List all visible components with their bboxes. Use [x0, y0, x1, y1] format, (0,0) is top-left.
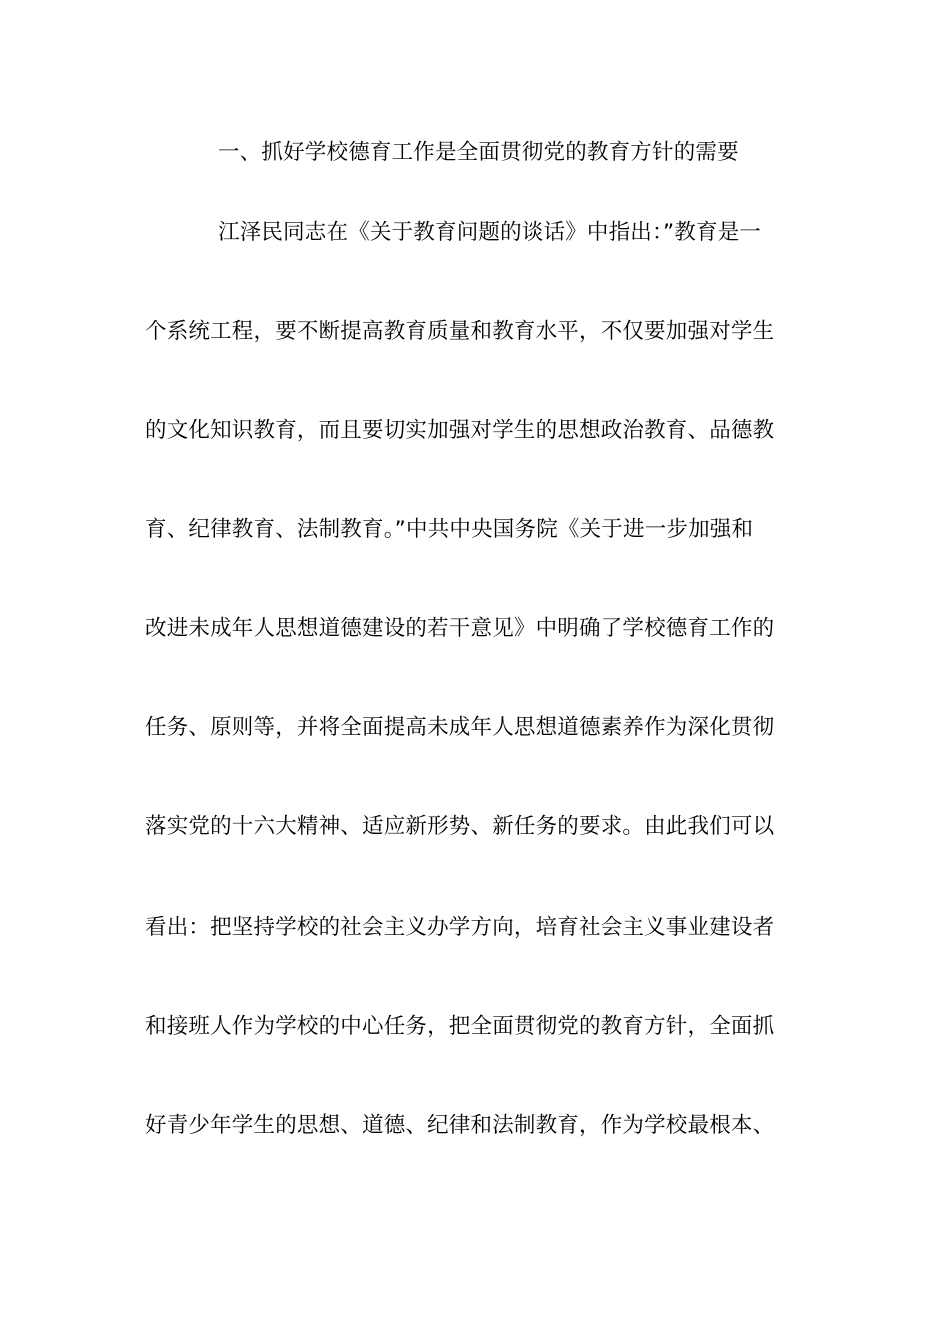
paragraph-line: 任务、原则等，并将全面提高未成年人思想道德素养作为深化贯彻: [145, 715, 775, 740]
paragraph-line: 看出：把坚持学校的社会主义办学方向，培育社会主义事业建设者: [145, 915, 775, 940]
paragraph-line: 落实党的十六大精神、适应新形势、新任务的要求。由此我们可以: [145, 814, 775, 839]
section-heading: 一、抓好学校德育工作是全面贯彻党的教育方针的需要: [218, 140, 739, 165]
paragraph-line: 好青少年学生的思想、道德、纪律和法制教育，作为学校最根本、: [145, 1113, 775, 1138]
paragraph-line: 江泽民同志在《关于教育问题的谈话》中指出：”教育是一: [218, 220, 762, 245]
paragraph-line: 和接班人作为学校的中心任务，把全面贯彻党的教育方针，全面抓: [145, 1014, 775, 1039]
paragraph-line: 改进未成年人思想道德建设的若干意见》中明确了学校德育工作的: [145, 616, 775, 641]
paragraph-line: 育、纪律教育、法制教育。”中共中央国务院《关于进一步加强和: [145, 517, 754, 542]
paragraph-line: 个系统工程，要不断提高教育质量和教育水平，不仅要加强对学生: [145, 319, 775, 344]
paragraph-line: 的文化知识教育，而且要切实加强对学生的思想政治教育、品德教: [145, 418, 775, 443]
